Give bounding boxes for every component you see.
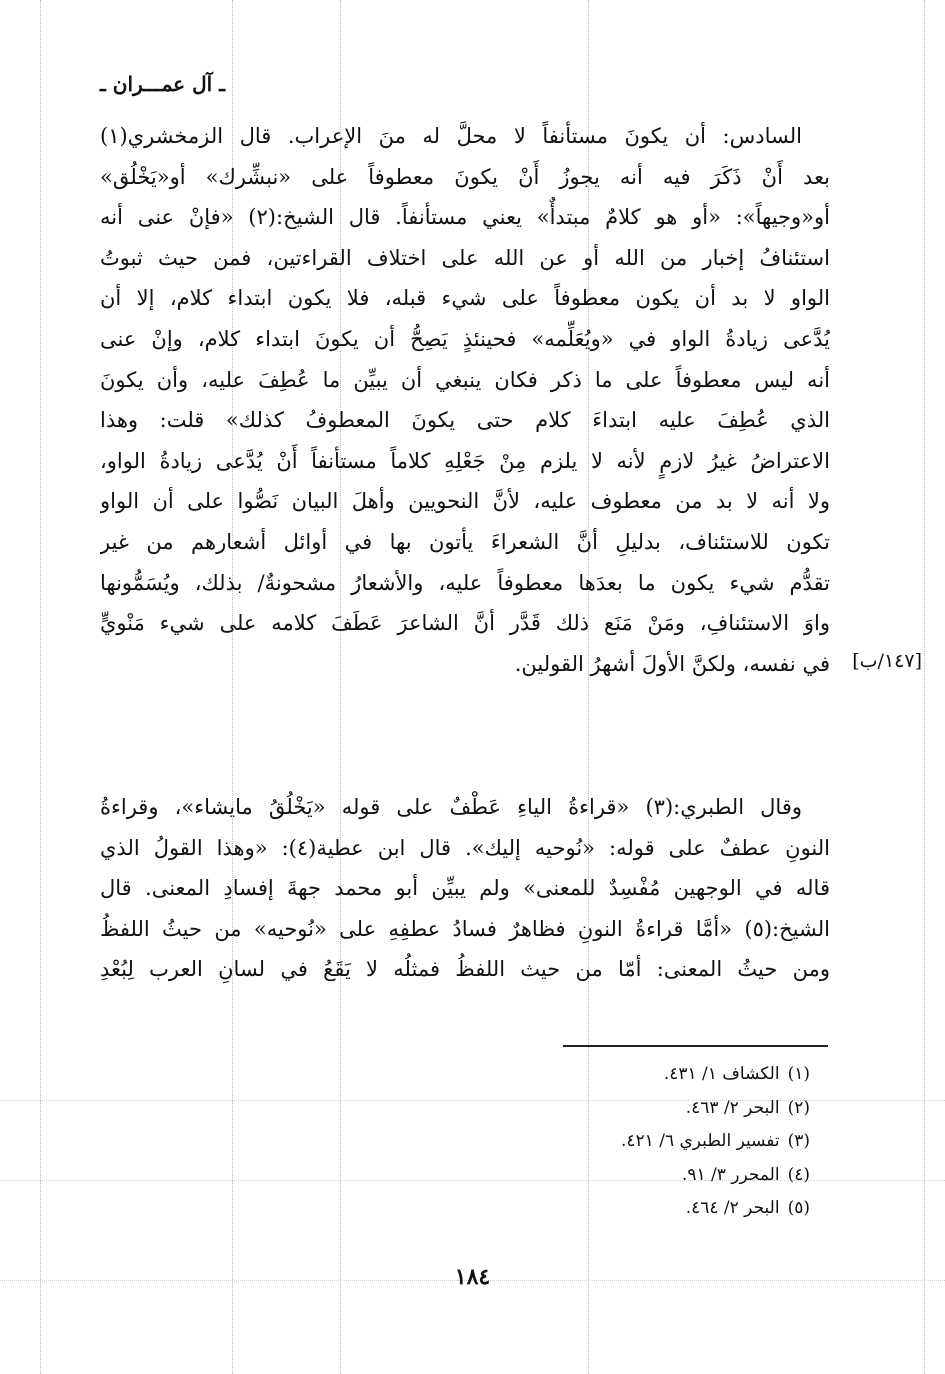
- footnote-number: (١): [787, 1064, 810, 1084]
- text-line: الذي عُطِفَ عليه ابتداءَ كلام حتى يكونَ المعطوفُ كذلك» قلت: وهذا: [100, 408, 830, 433]
- text-line: واوَ الاستئنافِ، ومَنْ مَنَع ذلك قَدَّر أنَّ الشاعرَ عَطَفَ كلامه على شيء مَنْويٍّ: [100, 611, 830, 636]
- footnote-text: البحر ٢/ ٤٦٤.: [685, 1198, 780, 1218]
- footnote-item: [621, 1092, 810, 1126]
- footnote-number: (٣): [787, 1131, 810, 1151]
- text-line: قاله في الوجهين مُفْسِدٌ للمعنى» ولم يبيِّن أبو محمد جهةَ إفسادِ المعنى. قال: [100, 876, 830, 901]
- footnotes: [621, 1058, 810, 1226]
- text-line: تقدُّم شيء يكون ما بعدَها معطوفاً عليه، والأشعارُ مشحونةٌ/ بذلك، ويُسَمُّونها: [100, 570, 830, 595]
- scan-guide-line: [40, 0, 41, 1374]
- text-line: أو«وجيهاً»: «أو هو كلامٌ مبتدأٌ» يعني مستأنفاً. قال الشيخ:(٢) «فإنْ عنى أنه: [100, 205, 830, 230]
- text-line: الشيخ:(٥) «أمَّا قراءةُ النونِ فظاهرٌ فسادُ عطفِهِ على «نُوحيه» من حيثُ اللفظُ: [100, 916, 830, 941]
- text-line: الواو لا بد أن يكون معطوفاً على شيء قبله، فلا يكون ابتداء كلام، إلا أن: [100, 286, 830, 311]
- footnote-separator: [563, 1045, 828, 1047]
- text-line: استئنافُ إخبار من الله أو عن الله على اختلاف القراءتين، فمن حيث ثبوتُ: [100, 245, 830, 270]
- footnote-text: تفسير الطبري ٦/ ٤٢١.: [621, 1131, 780, 1151]
- text-line: السادس: أن يكونَ مستأنفاً لا محلَّ له منَ الإعراب. قال الزمخشري(١): [100, 124, 802, 148]
- paragraph-1: [100, 116, 830, 684]
- margin-folio-note: [١٤٧/ب]: [852, 650, 922, 672]
- footnote-item: [621, 1192, 810, 1226]
- paragraph-2: [100, 787, 830, 990]
- footnote-item: [621, 1058, 810, 1092]
- text-line: تكون للاستئناف، بدليلِ أنَّ الشعراءَ يأتون بها في أوائل أشعارهم من غير: [100, 529, 830, 554]
- footnote-number: (٢): [787, 1097, 810, 1118]
- text-line: في نفسه، ولكنَّ الأولَ أشهرُ القولين.: [514, 651, 830, 676]
- text-line: يُدَّعى زيادةُ الواو في «ويُعَلِّمه» فحينئذٍ يَصِحُّ أن يكونَ ابتداء كلام، وإنْ عنى: [100, 326, 830, 351]
- scan-guide-line: [924, 0, 925, 1374]
- footnote-text: الكشاف ١/ ٤٣١.: [663, 1064, 780, 1084]
- running-head: ـ آل عمـــران ـ: [99, 72, 225, 96]
- text-line: ولا أنه لا بد من معطوف عليه، لأنَّ النحويين وأهلَ البيان نَصُّوا على أن الواو: [100, 489, 830, 514]
- text-line: بعد أَنْ ذَكَرَ فيه أنه يجوزُ أَنْ يكونَ معطوفاً على «نبشِّرك» أو«يَخْلُق»: [100, 164, 830, 189]
- text-line: الاعتراضُ غيرُ لازمٍ لأنه لا يلزم مِنْ جَعْلِهِ كلاماً مستأنفاً أَنْ يُدَّعى زيادةُ الواو،: [100, 448, 830, 473]
- text-line: أنه ليس معطوفاً على ما ذكر فكان ينبغي أن يبيِّن ما عُطِفَ عليه، وأن يكونَ: [100, 367, 830, 392]
- footnote-number: (٤): [787, 1164, 810, 1185]
- footnote-item: [621, 1125, 810, 1159]
- footnote-number: (٥): [787, 1198, 810, 1218]
- text-line: وقال الطبري:(٣) «قراءةُ الياءِ عَطْفٌ على قوله «يَخْلُقُ مايشاء»، وقراءةُ: [100, 795, 802, 819]
- footnote-item: [621, 1159, 810, 1193]
- footnote-text: البحر ٢/ ٤٦٣.: [685, 1097, 780, 1118]
- page-number: ١٨٤: [454, 1264, 491, 1290]
- text-line: ومن حيثُ المعنى: أمّا من حيث اللفظُ فمثلُه لا يَقَعُ في لسانِ العرب لِبُعْدِ: [100, 957, 830, 982]
- text-line: النونِ عطفٌ على قوله: «نُوحيه إليك». قال ابن عطية(٤): «وهذا القولُ الذي: [100, 835, 830, 860]
- footnote-text: المحرر ٣/ ٩١.: [681, 1164, 780, 1185]
